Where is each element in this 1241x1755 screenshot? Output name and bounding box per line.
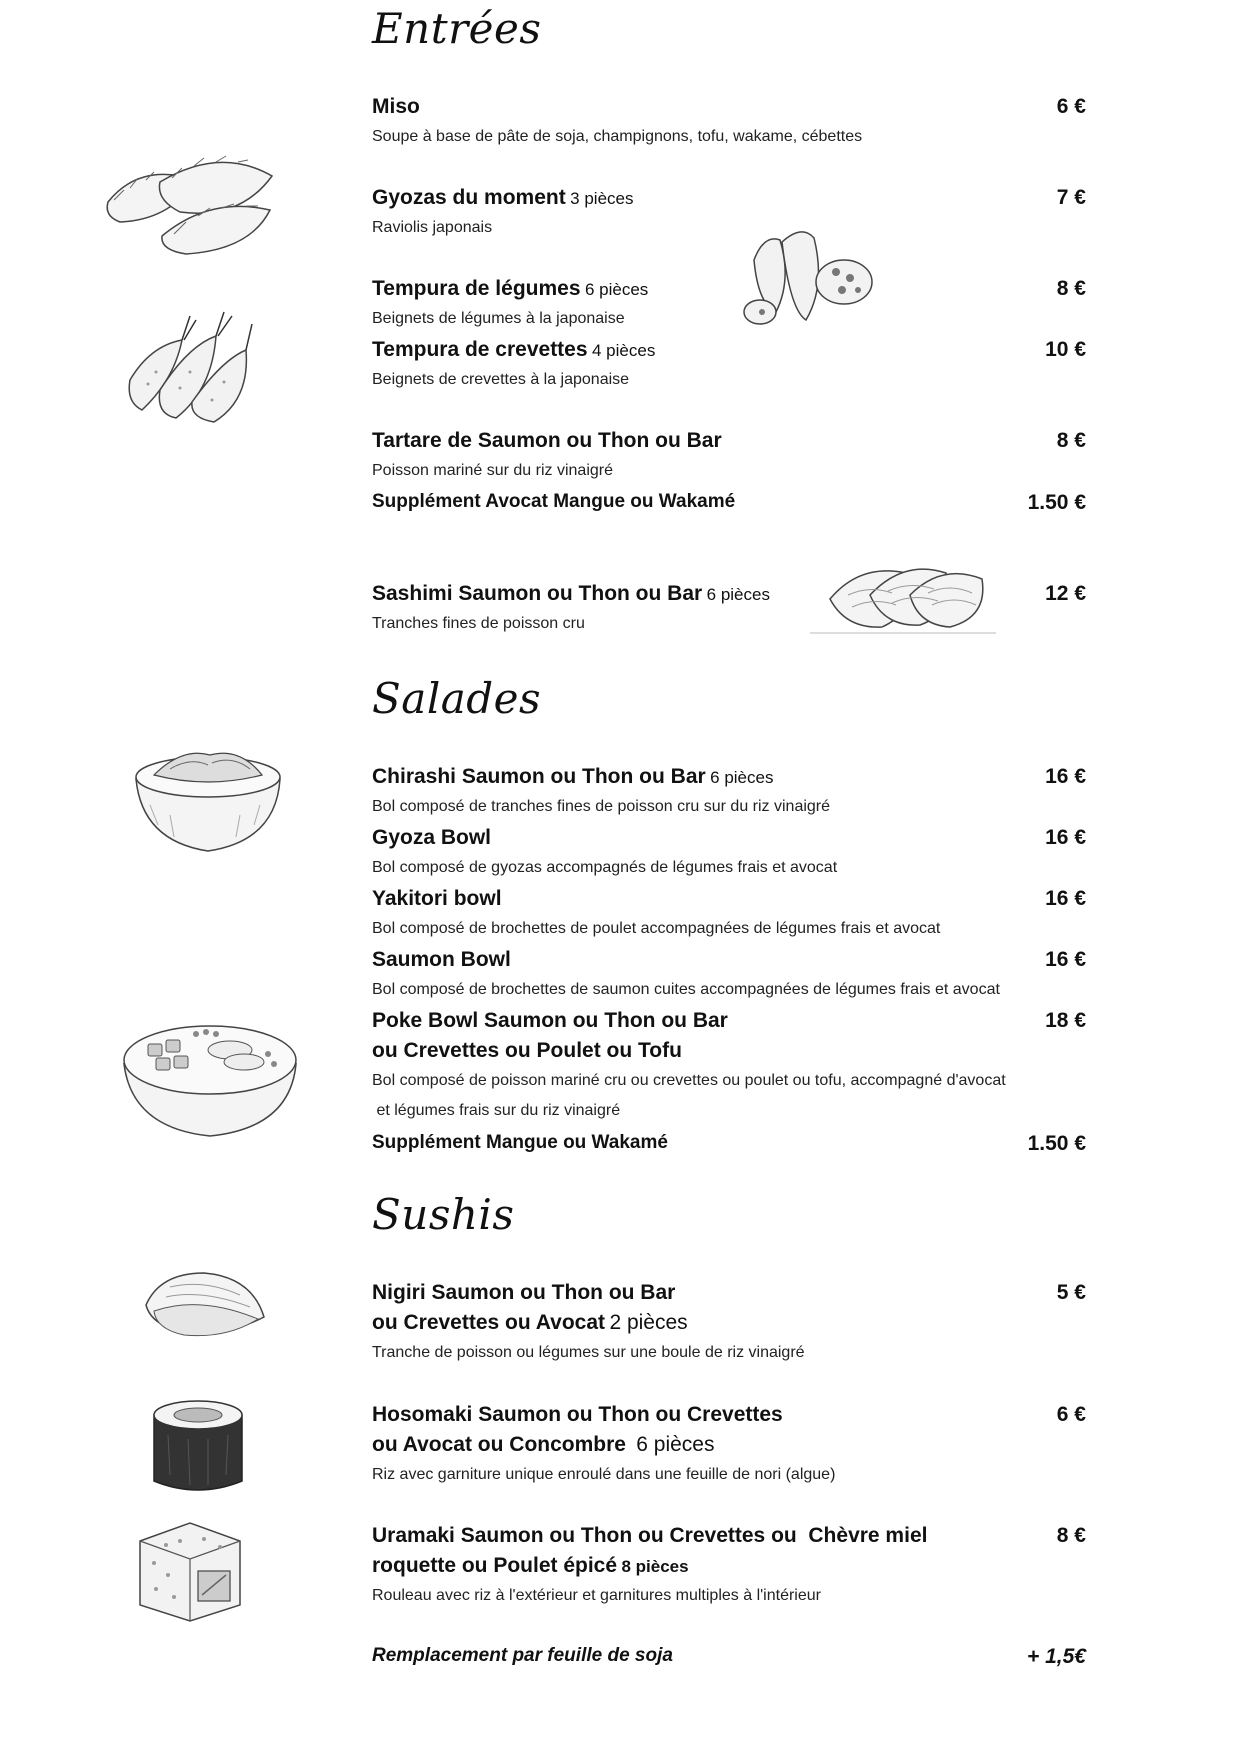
menu-item-uramaki [372,1524,1086,1548]
item-price: 12 € [1045,582,1086,605]
menu-item-uramaki-line2 [372,1554,1086,1578]
item-name: Yakitori bowl [372,887,502,910]
item-quantity: 4 pièces [592,341,656,360]
item-name: Chirashi Saumon ou Thon ou Bar [372,765,706,788]
item-name: Miso [372,95,420,118]
item-name: Tempura de crevettes [372,338,588,361]
item-name: Hosomaki Saumon ou Thon ou Crevettes [372,1403,783,1426]
replacement-label: Remplacement par feuille de soja [372,1645,673,1666]
replacement-price: + 1,5€ [1027,1645,1086,1668]
item-description: Tranche de poisson ou légumes sur une boule de riz vinaigré [372,1344,805,1361]
item-name: Gyozas du moment [372,186,566,209]
supplement-label: Supplément Avocat Mangue ou Wakamé [372,491,736,512]
menu-item-nigiri-line2 [372,1311,1086,1335]
poke-bowl-illustration-icon [118,1010,303,1140]
item-quantity: 6 pièces [706,585,770,604]
supplement-price: 1.50 € [1027,1132,1086,1155]
item-price: 8 € [1056,429,1086,452]
item-name: Tempura de légumes [372,277,581,300]
item-description: Beignets de légumes à la japonaise [372,310,625,327]
item-name-continued: ou Crevettes ou Poulet ou Tofu [372,1039,682,1062]
section-title-entrees: Entrées [372,4,542,53]
menu-item-chirashi [372,765,1086,789]
item-description: Soupe à base de pâte de soja, champignons, tofu, wakame, cébettes [372,128,863,145]
item-price: 18 € [1045,1009,1086,1032]
item-quantity: 6 pièces [710,768,774,787]
item-name-continued: ou Crevettes ou Avocat [372,1311,605,1334]
item-description: Bol composé de poisson mariné cru ou crevettes ou poulet ou tofu, accompagné d'avocat [372,1072,1006,1089]
item-name: Saumon Bowl [372,948,511,971]
menu-item-hosomaki [372,1403,1086,1427]
item-quantity: 6 pièces [630,1433,715,1456]
item-price: 10 € [1045,338,1086,361]
replacement-soja [372,1645,1086,1667]
menu-item-yakitori-bowl [372,887,1086,911]
item-name: Gyoza Bowl [372,826,492,849]
menu-item-gyoza-bowl [372,826,1086,850]
supplement-label: Supplément Mangue ou Wakamé [372,1132,668,1153]
supplement-salades [372,1132,1086,1154]
item-price: 7 € [1056,186,1086,209]
menu-item-nigiri [372,1281,1086,1305]
item-description: Bol composé de brochettes de saumon cuites accompagnées de légumes frais et avocat [372,981,1000,998]
item-price: 6 € [1056,95,1086,118]
menu-item-gyozas [372,186,1086,210]
item-description: Poisson mariné sur du riz vinaigré [372,462,613,479]
menu-item-tartare [372,429,1086,453]
item-price: 5 € [1056,1281,1086,1304]
item-quantity: 8 pièces [621,1557,689,1576]
item-description-continued: et légumes frais sur du riz vinaigré [372,1102,621,1119]
item-description: Bol composé de brochettes de poulet accompagnées de légumes frais et avocat [372,920,941,937]
item-description: Beignets de crevettes à la japonaise [372,371,630,388]
menu-item-miso [372,95,1086,119]
item-price: 8 € [1056,1524,1086,1547]
item-quantity: 2 pièces [609,1311,688,1334]
item-name-continued: roquette ou Poulet épicé [372,1554,618,1577]
item-name: Nigiri Saumon ou Thon ou Bar [372,1281,676,1304]
gyoza-illustration-icon [100,150,280,260]
supplement-price: 1.50 € [1027,491,1086,514]
menu-item-tempura-legumes [372,277,1086,301]
item-name: Uramaki Saumon ou Thon ou Crevettes ou Chèvre miel [372,1524,928,1547]
tempura-shrimp-illustration-icon [120,310,270,430]
item-price: 16 € [1045,948,1086,971]
item-price: 16 € [1045,765,1086,788]
tempura-vegetables-illustration-icon [740,220,890,335]
nigiri-illustration-icon [140,1265,270,1340]
item-description: Raviolis japonais [372,219,493,236]
supplement-entrees [372,491,1086,513]
item-quantity: 3 pièces [570,189,634,208]
hosomaki-illustration-icon [148,1395,248,1500]
section-title-salades: Salades [372,674,542,723]
item-description: Riz avec garniture unique enroulé dans une feuille de nori (algue) [372,1466,836,1483]
item-name-continued: ou Avocat ou Concombre [372,1433,626,1456]
menu-item-saumon-bowl [372,948,1086,972]
item-quantity: 6 pièces [584,280,649,299]
item-name: Tartare de Saumon ou Thon ou Bar [372,429,722,452]
chirashi-bowl-illustration-icon [130,745,285,855]
sashimi-illustration-icon [800,555,1000,640]
uramaki-illustration-icon [130,1515,250,1625]
item-price: 16 € [1045,887,1086,910]
menu-item-poke-bowl [372,1009,1086,1033]
menu-item-poke-bowl-line2 [372,1039,1086,1063]
section-title-sushis: Sushis [372,1190,515,1239]
item-name: Poke Bowl Saumon ou Thon ou Bar [372,1009,728,1032]
item-description: Tranches fines de poisson cru [372,615,585,632]
item-price: 6 € [1056,1403,1086,1426]
item-price: 16 € [1045,826,1086,849]
menu-item-hosomaki-line2 [372,1433,1086,1457]
item-description: Bol composé de gyozas accompagnés de légumes frais et avocat [372,859,838,876]
item-name: Sashimi Saumon ou Thon ou Bar [372,582,703,605]
menu-item-tempura-crevettes [372,338,1086,362]
item-description: Rouleau avec riz à l'extérieur et garnitures multiples à l'intérieur [372,1587,821,1604]
item-price: 8 € [1056,277,1086,300]
item-description: Bol composé de tranches fines de poisson cru sur du riz vinaigré [372,798,831,815]
